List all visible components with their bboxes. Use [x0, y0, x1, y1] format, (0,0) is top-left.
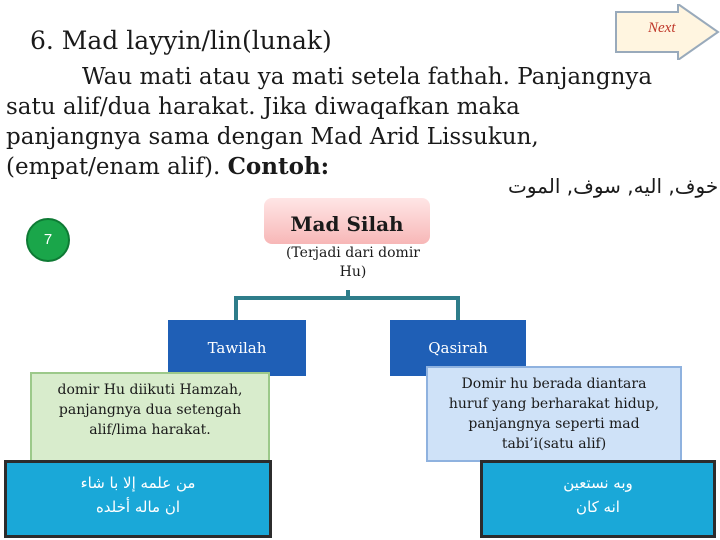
desc-line: huruf yang berharakat hidup, — [448, 396, 660, 412]
tawilah-node: Tawilah — [168, 320, 306, 376]
qasirah-node: Qasirah — [390, 320, 526, 376]
mad-silah-title: Mad Silah — [290, 212, 404, 236]
desc-line: panjangnya dua setengah — [58, 402, 242, 418]
desc-line: domir Hu diikuti Hamzah, — [57, 382, 243, 398]
number-badge: 7 — [26, 218, 70, 262]
desc-line: tabi’i(satu alif) — [501, 436, 607, 452]
desc-line: alif/lima harakat. — [89, 422, 211, 438]
paragraph-text: (empat/enam alif). — [6, 154, 221, 180]
arabic-line: ان ماله أخلده — [95, 498, 181, 516]
explanation-paragraph — [6, 62, 706, 182]
tawilah-description — [30, 372, 270, 464]
arabic-line: وبه نستعين — [563, 474, 633, 492]
arabic-examples: خوف, اليه, سوف, الموت — [508, 174, 719, 198]
paragraph-line: Wau mati atau ya mati setela fathah. Panjangnya — [82, 64, 653, 90]
desc-line: panjangnya seperti mad — [468, 416, 640, 432]
desc-line: Domir hu berada diantara — [461, 376, 647, 392]
arabic-line: من علمه إلا با شاء — [80, 474, 196, 492]
subtitle-line: (Terjadi dari domir — [285, 245, 421, 261]
mad-silah-subtitle — [268, 244, 438, 282]
qasirah-arabic-example — [480, 460, 716, 538]
arabic-line: انه كان — [576, 498, 620, 516]
subtitle-line: Hu) — [339, 264, 367, 280]
paragraph-line: satu alif/dua harakat. Jika diwaqafkan maka — [6, 94, 520, 120]
tawilah-arabic-example — [4, 460, 272, 538]
qasirah-description — [426, 366, 682, 462]
paragraph-line: panjangnya sama dengan Mad Arid Lissukun, — [6, 124, 539, 150]
example-label: Contoh: — [227, 153, 330, 180]
section-heading: 6. Mad layyin/lin(lunak) — [30, 26, 332, 55]
next-label[interactable]: Next — [648, 20, 676, 36]
